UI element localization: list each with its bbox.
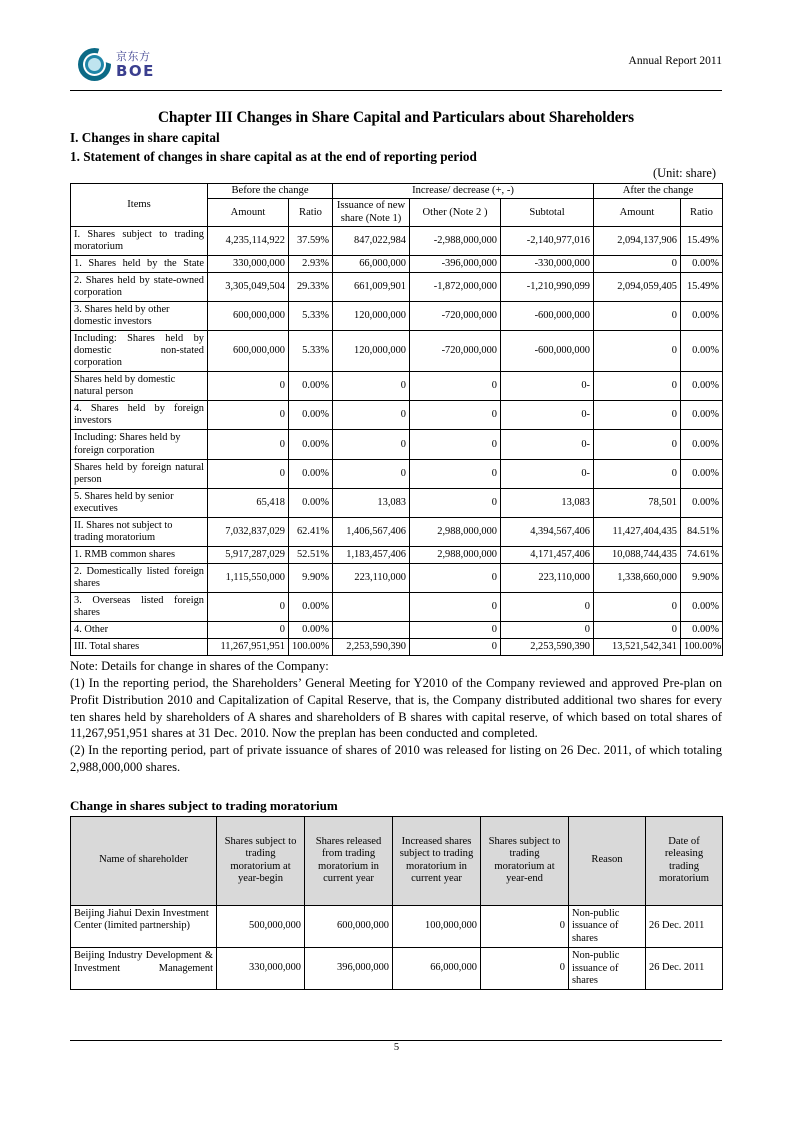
table-row bbox=[71, 372, 723, 401]
share-capital-changes-table bbox=[70, 183, 723, 656]
cell-amount-before: 0 bbox=[208, 459, 289, 488]
cell-released: 600,000,000 bbox=[305, 905, 393, 947]
cell-ratio-after: 0.00% bbox=[681, 430, 723, 459]
th-ratio-before: Ratio bbox=[289, 199, 333, 226]
cell-subtotal: 2,253,590,390 bbox=[501, 639, 594, 656]
boe-logo bbox=[78, 48, 155, 81]
cell-amount-after: 11,427,404,435 bbox=[594, 517, 681, 546]
cell-ratio-before: 37.59% bbox=[289, 226, 333, 255]
table1-body bbox=[71, 226, 723, 656]
cell-ratio-before: 0.00% bbox=[289, 622, 333, 639]
cell-item: 2. Domestically listed foreign shares bbox=[71, 564, 208, 593]
cell-amount-after: 0 bbox=[594, 430, 681, 459]
cell-amount-after: 0 bbox=[594, 593, 681, 622]
cell-item: 4. Other bbox=[71, 622, 208, 639]
cell-amount-after: 2,094,137,906 bbox=[594, 226, 681, 255]
cell-subtotal: 13,083 bbox=[501, 488, 594, 517]
cell-ratio-after: 15.49% bbox=[681, 272, 723, 301]
cell-subtotal: 4,171,457,406 bbox=[501, 546, 594, 563]
cell-item: 1. RMB common shares bbox=[71, 546, 208, 563]
note-2: (2) In the reporting period, part of private issuance of shares of 2010 was released for listing on 26 Dec. 2011, of which totaling 2,988,000,000 shares. bbox=[70, 743, 722, 774]
cell-amount-before: 1,115,550,000 bbox=[208, 564, 289, 593]
cell-amount-after: 0 bbox=[594, 372, 681, 401]
cell-ratio-after: 0.00% bbox=[681, 488, 723, 517]
table-row bbox=[71, 255, 723, 272]
table-row bbox=[71, 517, 723, 546]
page-content bbox=[70, 108, 722, 990]
notes-block bbox=[70, 658, 722, 775]
cell-begin: 500,000,000 bbox=[217, 905, 305, 947]
cell-item: 4. Shares held by foreign investors bbox=[71, 401, 208, 430]
cell-issuance: 0 bbox=[333, 372, 410, 401]
table1-group-header-row bbox=[71, 184, 723, 199]
cell-increased: 100,000,000 bbox=[393, 905, 481, 947]
cell-amount-before: 7,032,837,029 bbox=[208, 517, 289, 546]
th-after-change: After the change bbox=[594, 184, 723, 199]
cell-amount-before: 11,267,951,951 bbox=[208, 639, 289, 656]
section-heading-i: I. Changes in share capital bbox=[70, 130, 220, 146]
cell-amount-after: 2,094,059,405 bbox=[594, 272, 681, 301]
th-amount-after: Amount bbox=[594, 199, 681, 226]
cell-subtotal: 0- bbox=[501, 372, 594, 401]
cell-released: 396,000,000 bbox=[305, 948, 393, 990]
boe-logo-text bbox=[116, 51, 155, 79]
notes-intro: Note: Details for change in shares of the Company: bbox=[70, 659, 329, 674]
cell-amount-before: 600,000,000 bbox=[208, 301, 289, 330]
cell-other: -720,000,000 bbox=[410, 301, 501, 330]
cell-subtotal: 0- bbox=[501, 430, 594, 459]
cell-amount-after: 0 bbox=[594, 459, 681, 488]
cell-ratio-before: 5.33% bbox=[289, 301, 333, 330]
cell-ratio-before: 100.00% bbox=[289, 639, 333, 656]
cell-issuance: 661,009,901 bbox=[333, 272, 410, 301]
cell-item: 5. Shares held by senior executives bbox=[71, 488, 208, 517]
cell-item: 2. Shares held by state-owned corporation bbox=[71, 272, 208, 301]
cell-amount-after: 78,501 bbox=[594, 488, 681, 517]
boe-logo-icon bbox=[78, 48, 111, 81]
cell-amount-after: 13,521,542,341 bbox=[594, 639, 681, 656]
cell-other: 0 bbox=[410, 459, 501, 488]
cell-issuance: 2,253,590,390 bbox=[333, 639, 410, 656]
cell-item: III. Total shares bbox=[71, 639, 208, 656]
cell-amount-before: 0 bbox=[208, 622, 289, 639]
cell-ratio-before: 62.41% bbox=[289, 517, 333, 546]
cell-other: 2,988,000,000 bbox=[410, 517, 501, 546]
cell-amount-before: 3,305,049,504 bbox=[208, 272, 289, 301]
cell-ratio-after: 0.00% bbox=[681, 255, 723, 272]
cell-subtotal: 0 bbox=[501, 622, 594, 639]
cell-item: 3. Overseas listed foreign shares bbox=[71, 593, 208, 622]
cell-end: 0 bbox=[481, 948, 569, 990]
th-shares-released: Shares released from trading moratorium in current year bbox=[305, 816, 393, 905]
cell-ratio-before: 0.00% bbox=[289, 430, 333, 459]
cell-issuance: 1,183,457,406 bbox=[333, 546, 410, 563]
logo-english-name: BOE bbox=[116, 61, 155, 80]
unit-note: (Unit: share) bbox=[653, 166, 716, 181]
cell-ratio-after: 0.00% bbox=[681, 622, 723, 639]
chapter-title: Chapter III Changes in Share Capital and Particulars about Shareholders bbox=[157, 109, 635, 126]
cell-other: 0 bbox=[410, 622, 501, 639]
cell-issuance: 223,110,000 bbox=[333, 564, 410, 593]
table-row bbox=[71, 459, 723, 488]
cell-ratio-after: 0.00% bbox=[681, 372, 723, 401]
cell-issuance: 0 bbox=[333, 401, 410, 430]
cell-item: Including: Shares held by domestic non-stated corporation bbox=[71, 331, 208, 372]
th-ratio-after: Ratio bbox=[681, 199, 723, 226]
cell-amount-before: 600,000,000 bbox=[208, 331, 289, 372]
footer-divider bbox=[70, 1040, 722, 1041]
cell-issuance: 0 bbox=[333, 430, 410, 459]
table2-title: Change in shares subject to trading moratorium bbox=[70, 797, 338, 813]
cell-other: -396,000,000 bbox=[410, 255, 501, 272]
cell-other: 0 bbox=[410, 488, 501, 517]
cell-ratio-after: 9.90% bbox=[681, 564, 723, 593]
cell-amount-after: 0 bbox=[594, 622, 681, 639]
table-row bbox=[71, 622, 723, 639]
cell-reason: Non-public issuance of shares bbox=[569, 948, 646, 990]
cell-release-date: 26 Dec. 2011 bbox=[646, 905, 723, 947]
th-before-change: Before the change bbox=[208, 184, 333, 199]
table-row bbox=[71, 564, 723, 593]
table-row bbox=[71, 401, 723, 430]
cell-amount-before: 65,418 bbox=[208, 488, 289, 517]
cell-reason: Non-public issuance of shares bbox=[569, 905, 646, 947]
cell-other: 2,988,000,000 bbox=[410, 546, 501, 563]
cell-issuance: 13,083 bbox=[333, 488, 410, 517]
cell-amount-before: 4,235,114,922 bbox=[208, 226, 289, 255]
report-label: Annual Report 2011 bbox=[628, 55, 722, 67]
cell-amount-before: 5,917,287,029 bbox=[208, 546, 289, 563]
cell-amount-before: 0 bbox=[208, 430, 289, 459]
th-shares-increased: Increased shares subject to trading moratorium in current year bbox=[393, 816, 481, 905]
cell-ratio-after: 0.00% bbox=[681, 401, 723, 430]
cell-ratio-after: 0.00% bbox=[681, 331, 723, 372]
cell-amount-after: 10,088,744,435 bbox=[594, 546, 681, 563]
cell-item: Shares held by foreign natural person bbox=[71, 459, 208, 488]
cell-subtotal: 223,110,000 bbox=[501, 564, 594, 593]
table-row bbox=[71, 905, 723, 947]
th-other: Other (Note 2 ) bbox=[410, 199, 501, 226]
logo-chinese-name: 京东方 bbox=[116, 49, 151, 63]
cell-amount-before: 0 bbox=[208, 401, 289, 430]
th-shares-year-end: Shares subject to trading moratorium at year-end bbox=[481, 816, 569, 905]
cell-ratio-before: 0.00% bbox=[289, 593, 333, 622]
cell-ratio-after: 84.51% bbox=[681, 517, 723, 546]
table2-head bbox=[71, 816, 723, 905]
cell-subtotal: 0 bbox=[501, 593, 594, 622]
cell-ratio-after: 15.49% bbox=[681, 226, 723, 255]
cell-subtotal: 0- bbox=[501, 401, 594, 430]
cell-ratio-after: 0.00% bbox=[681, 593, 723, 622]
cell-ratio-after: 100.00% bbox=[681, 639, 723, 656]
th-release-date: Date of releasing trading moratorium bbox=[646, 816, 723, 905]
cell-issuance: 1,406,567,406 bbox=[333, 517, 410, 546]
th-items: Items bbox=[71, 184, 208, 226]
note-1: (1) In the reporting period, the Shareholders’ General Meeting for Y2010 of the Company reviewed and approved Pre-plan on Profit Distribution 2010 and Capitalization of Capital Reserve, that is, the Company distributed additional two shares for every ten shares held by shareholders of A shares and shareholders of B shares with capital reserve, of which based on total shares of 11,267,951,951 shares at 31 Dec. 2010. Now the preplan has been conducted and completed. bbox=[70, 676, 722, 741]
cell-ratio-before: 29.33% bbox=[289, 272, 333, 301]
cell-issuance: 120,000,000 bbox=[333, 331, 410, 372]
th-shares-year-begin: Shares subject to trading moratorium at year-begin bbox=[217, 816, 305, 905]
cell-increased: 66,000,000 bbox=[393, 948, 481, 990]
table-row bbox=[71, 272, 723, 301]
section-heading-1: 1. Statement of changes in share capital as at the end of reporting period bbox=[70, 149, 477, 165]
th-subtotal: Subtotal bbox=[501, 199, 594, 226]
cell-shareholder-name: Beijing Jiahui Dexin Investment Center (limited partnership) bbox=[71, 905, 217, 947]
cell-ratio-before: 0.00% bbox=[289, 401, 333, 430]
trading-moratorium-table bbox=[70, 816, 723, 991]
cell-item: Shares held by domestic natural person bbox=[71, 372, 208, 401]
cell-shareholder-name: Beijing Industry Development & Investment Management bbox=[71, 948, 217, 990]
table-row bbox=[71, 430, 723, 459]
cell-issuance bbox=[333, 622, 410, 639]
cell-issuance: 0 bbox=[333, 459, 410, 488]
table-row bbox=[71, 301, 723, 330]
cell-ratio-before: 5.33% bbox=[289, 331, 333, 372]
table-row bbox=[71, 593, 723, 622]
cell-begin: 330,000,000 bbox=[217, 948, 305, 990]
cell-ratio-before: 2.93% bbox=[289, 255, 333, 272]
cell-ratio-before: 0.00% bbox=[289, 459, 333, 488]
cell-amount-after: 0 bbox=[594, 255, 681, 272]
cell-other: 0 bbox=[410, 564, 501, 593]
cell-subtotal: -600,000,000 bbox=[501, 331, 594, 372]
cell-amount-before: 330,000,000 bbox=[208, 255, 289, 272]
cell-item: II. Shares not subject to trading moratorium bbox=[71, 517, 208, 546]
table-row bbox=[71, 639, 723, 656]
cell-amount-after: 0 bbox=[594, 331, 681, 372]
cell-ratio-before: 0.00% bbox=[289, 372, 333, 401]
cell-other: 0 bbox=[410, 593, 501, 622]
page-number: 5 bbox=[393, 1042, 400, 1053]
header-divider bbox=[70, 90, 722, 91]
cell-end: 0 bbox=[481, 905, 569, 947]
cell-other: 0 bbox=[410, 639, 501, 656]
table-row bbox=[71, 226, 723, 255]
th-increase-decrease: Increase/ decrease (+, -) bbox=[333, 184, 594, 199]
cell-item: Including: Shares held by foreign corporation bbox=[71, 430, 208, 459]
cell-other: -1,872,000,000 bbox=[410, 272, 501, 301]
cell-subtotal: -1,210,990,099 bbox=[501, 272, 594, 301]
cell-subtotal: -600,000,000 bbox=[501, 301, 594, 330]
cell-ratio-before: 0.00% bbox=[289, 488, 333, 517]
cell-ratio-after: 0.00% bbox=[681, 301, 723, 330]
cell-amount-after: 0 bbox=[594, 301, 681, 330]
cell-other: 0 bbox=[410, 430, 501, 459]
table-row bbox=[71, 948, 723, 990]
cell-issuance: 66,000,000 bbox=[333, 255, 410, 272]
cell-other: -720,000,000 bbox=[410, 331, 501, 372]
th-issuance: Issuance of new share (Note 1) bbox=[333, 199, 410, 226]
cell-subtotal: 0- bbox=[501, 459, 594, 488]
cell-item: 1. Shares held by the State bbox=[71, 255, 208, 272]
table2-header-row bbox=[71, 816, 723, 905]
cell-issuance: 847,022,984 bbox=[333, 226, 410, 255]
table-row bbox=[71, 488, 723, 517]
cell-other: 0 bbox=[410, 372, 501, 401]
page-header bbox=[70, 46, 722, 90]
cell-ratio-before: 9.90% bbox=[289, 564, 333, 593]
cell-issuance: 120,000,000 bbox=[333, 301, 410, 330]
cell-amount-before: 0 bbox=[208, 593, 289, 622]
cell-subtotal: -330,000,000 bbox=[501, 255, 594, 272]
cell-ratio-after: 74.61% bbox=[681, 546, 723, 563]
cell-issuance bbox=[333, 593, 410, 622]
cell-item: I. Shares subject to trading moratorium bbox=[71, 226, 208, 255]
cell-amount-after: 0 bbox=[594, 401, 681, 430]
cell-other: 0 bbox=[410, 401, 501, 430]
th-reason: Reason bbox=[569, 816, 646, 905]
cell-subtotal: 4,394,567,406 bbox=[501, 517, 594, 546]
cell-subtotal: -2,140,977,016 bbox=[501, 226, 594, 255]
cell-other: -2,988,000,000 bbox=[410, 226, 501, 255]
th-amount-before: Amount bbox=[208, 199, 289, 226]
cell-ratio-after: 0.00% bbox=[681, 459, 723, 488]
th-shareholder-name: Name of shareholder bbox=[71, 816, 217, 905]
cell-amount-after: 1,338,660,000 bbox=[594, 564, 681, 593]
cell-release-date: 26 Dec. 2011 bbox=[646, 948, 723, 990]
cell-item: 3. Shares held by other domestic investors bbox=[71, 301, 208, 330]
cell-ratio-before: 52.51% bbox=[289, 546, 333, 563]
table-row bbox=[71, 546, 723, 563]
table1-head bbox=[71, 184, 723, 226]
cell-amount-before: 0 bbox=[208, 372, 289, 401]
table-row bbox=[71, 331, 723, 372]
table2-body bbox=[71, 905, 723, 990]
